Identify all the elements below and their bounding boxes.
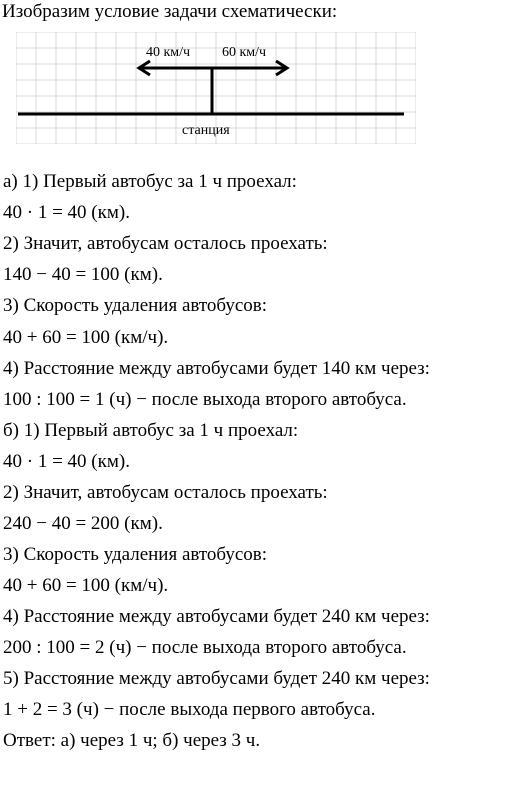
solution-line: 5) Расстояние между автобусами будет 240 км через:	[3, 668, 430, 689]
left-speed-label: 40 км/ч	[146, 45, 191, 60]
solution-line: 140 − 40 = 100 (км).	[3, 264, 163, 285]
solution-line: 100 : 100 = 1 (ч) − после выхода второго автобуса.	[3, 389, 407, 410]
solution-line: 40 · 1 = 40 (км).	[3, 451, 130, 472]
answer-line: Ответ: а) через 1 ч; б) через 3 ч.	[3, 730, 261, 751]
solution-line: 240 − 40 = 200 (км).	[3, 513, 163, 534]
solution-line: 4) Расстояние между автобусами будет 240 км через:	[3, 606, 430, 627]
solution-line: б) 1) Первый автобус за 1 ч проехал:	[3, 420, 299, 441]
solution-line: а) 1) Первый автобус за 1 ч проехал:	[3, 171, 297, 192]
solution-line: 1 + 2 = 3 (ч) − после выхода первого автобуса.	[3, 699, 376, 720]
scheme-diagram	[16, 32, 416, 144]
solution-line: 40 + 60 = 100 (км/ч).	[3, 327, 169, 348]
solution-line: 2) Значит, автобусам осталось проехать:	[3, 482, 328, 503]
heading: Изобразим условие задачи схематически:	[2, 1, 338, 22]
solution-line: 40 + 60 = 100 (км/ч).	[3, 575, 169, 596]
solution-line: 200 : 100 = 2 (ч) − после выхода второго автобуса.	[3, 637, 407, 658]
right-speed-label: 60 км/ч	[222, 45, 267, 60]
solution-line: 3) Скорость удаления автобусов:	[3, 544, 268, 565]
solution-line: 2) Значит, автобусам осталось проехать:	[3, 233, 328, 254]
solution-line: 4) Расстояние между автобусами будет 140 км через:	[3, 358, 430, 379]
station-label: станция	[182, 123, 230, 138]
solution-line: 40 · 1 = 40 (км).	[3, 202, 130, 223]
solution-line: 3) Скорость удаления автобусов:	[3, 295, 268, 316]
